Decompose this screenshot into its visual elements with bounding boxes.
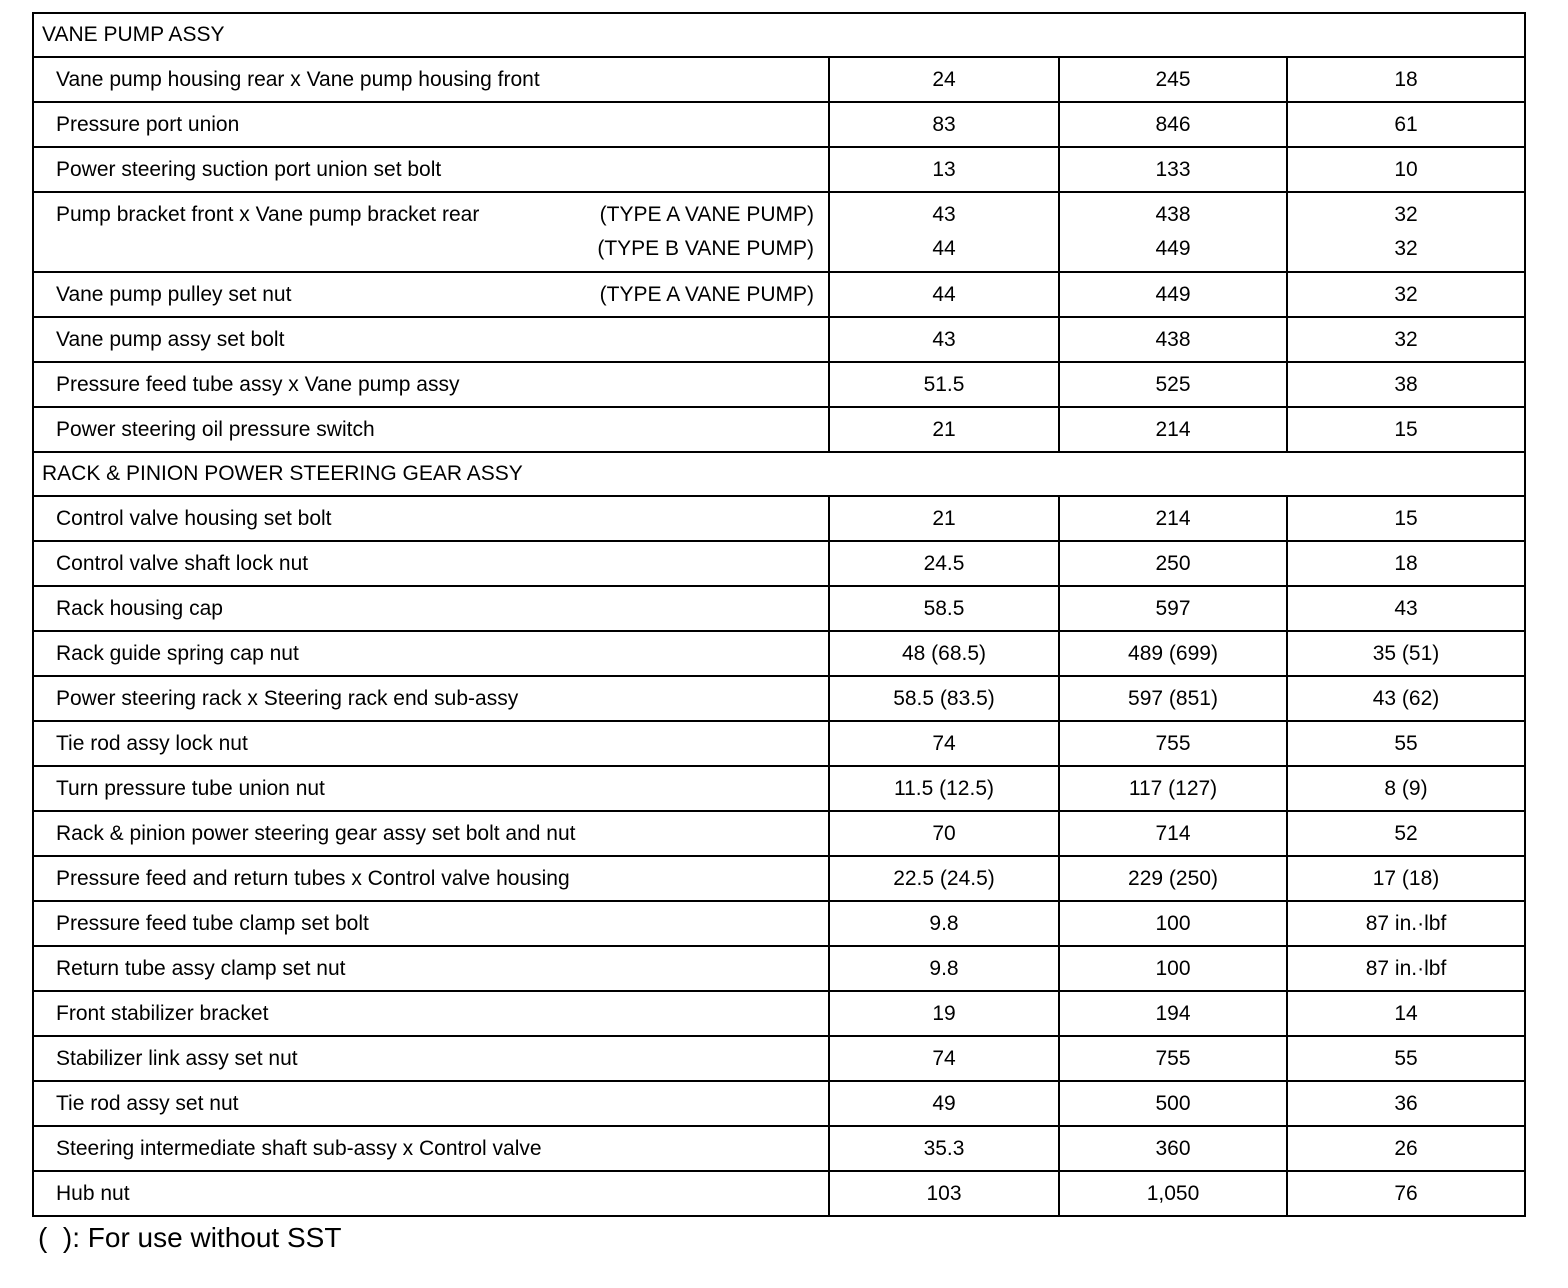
value-nm: 21 [829,407,1059,452]
value-kgfcm: 1,050 [1059,1171,1287,1216]
value-kgfcm: 100 [1059,901,1287,946]
value-ftlbf: 32 [1287,272,1525,317]
section-header-row [33,452,1525,496]
item-name: Power steering rack x Steering rack end sub-assy [33,676,829,721]
item-name: Vane pump housing rear x Vane pump housing front [33,57,829,102]
value-kgfcm: 714 [1059,811,1287,856]
table-row [33,811,1525,856]
value-kgfcm: 755 [1059,721,1287,766]
value-kgfcm: 438 [1155,203,1191,226]
value-nm: 70 [829,811,1059,856]
item-name: Control valve housing set bolt [33,496,829,541]
value-nm: 44 [829,272,1059,317]
value-ftlbf: 35 (51) [1287,631,1525,676]
item-name: Control valve shaft lock nut [33,541,829,586]
value-kgfcm: 100 [1059,946,1287,991]
table-row [33,586,1525,631]
item-name: Rack guide spring cap nut [33,631,829,676]
item-name: Power steering suction port union set bolt [33,147,829,192]
item-name: Steering intermediate shaft sub-assy x Control valve [33,1126,829,1171]
value-ftlbf: 17 (18) [1287,856,1525,901]
item-name: Pump bracket front x Vane pump bracket rear [56,203,480,226]
table-row [33,676,1525,721]
value-nm: 48 (68.5) [829,631,1059,676]
value-nm: 43 [829,317,1059,362]
value-ftlbf: 52 [1287,811,1525,856]
value-nm-cell [829,192,1059,272]
value-nm: 74 [829,721,1059,766]
item-name: Pressure feed tube clamp set bolt [33,901,829,946]
item-note: (TYPE A VANE PUMP) [599,203,814,226]
value-kgfcm: 214 [1059,407,1287,452]
item-name: Vane pump pulley set nut [56,282,292,306]
item-note: (TYPE A VANE PUMP) [599,282,814,306]
table-row [33,102,1525,147]
table-row [33,1126,1525,1171]
table-row [33,1171,1525,1216]
value-ftlbf: 87 in.·lbf [1287,946,1525,991]
value-nm: 21 [829,496,1059,541]
value-nm: 58.5 [829,586,1059,631]
value-nm: 11.5 (12.5) [829,766,1059,811]
value-kgfcm: 755 [1059,1036,1287,1081]
value-kgfcm-cell [1059,192,1287,272]
value-kgfcm: 117 (127) [1059,766,1287,811]
value-ftlbf: 32 [1394,203,1418,226]
value-ftlbf: 14 [1287,991,1525,1036]
table-row [33,496,1525,541]
value-nm: 24.5 [829,541,1059,586]
item-name: Stabilizer link assy set nut [33,1036,829,1081]
value-nm: 43 [932,203,956,226]
value-kgfcm: 449 [1155,237,1191,260]
value-kgfcm: 438 [1059,317,1287,362]
value-kgfcm: 846 [1059,102,1287,147]
value-ftlbf: 43 (62) [1287,676,1525,721]
table-row [33,147,1525,192]
item-name: Return tube assy clamp set nut [33,946,829,991]
table-row [33,272,1525,317]
value-nm: 58.5 (83.5) [829,676,1059,721]
item-name: Vane pump assy set bolt [33,317,829,362]
value-nm: 22.5 (24.5) [829,856,1059,901]
table-row [33,766,1525,811]
value-nm: 74 [829,1036,1059,1081]
footnote: ( ): For use without SST [38,1222,342,1253]
value-nm: 9.8 [829,946,1059,991]
value-kgfcm: 500 [1059,1081,1287,1126]
table-row [33,541,1525,586]
table-row [33,946,1525,991]
value-nm: 49 [829,1081,1059,1126]
value-ftlbf: 15 [1287,407,1525,452]
table-row [33,856,1525,901]
table-row [33,362,1525,407]
table-row [33,631,1525,676]
value-ftlbf: 26 [1287,1126,1525,1171]
value-nm: 51.5 [829,362,1059,407]
item-name: Pressure port union [33,102,829,147]
value-kgfcm: 245 [1059,57,1287,102]
value-ftlbf: 43 [1287,586,1525,631]
item-name: Rack housing cap [33,586,829,631]
value-ftlbf: 18 [1287,541,1525,586]
value-ftlbf: 10 [1287,147,1525,192]
value-kgfcm: 525 [1059,362,1287,407]
item-name: Front stabilizer bracket [33,991,829,1036]
value-ftlbf: 61 [1287,102,1525,147]
item-note: (TYPE B VANE PUMP) [597,237,814,260]
value-nm: 9.8 [829,901,1059,946]
value-kgfcm: 597 (851) [1059,676,1287,721]
value-nm: 19 [829,991,1059,1036]
value-kgfcm: 214 [1059,496,1287,541]
value-nm: 44 [932,237,956,260]
item-name: Tie rod assy set nut [33,1081,829,1126]
section-title: RACK & PINION POWER STEERING GEAR ASSY [33,452,1525,496]
value-nm: 83 [829,102,1059,147]
table-row [33,317,1525,362]
value-kgfcm: 250 [1059,541,1287,586]
item-name: Rack & pinion power steering gear assy set bolt and nut [33,811,829,856]
table-row [33,991,1525,1036]
value-ftlbf: 55 [1287,721,1525,766]
value-kgfcm: 360 [1059,1126,1287,1171]
value-nm: 24 [829,57,1059,102]
value-ftlbf: 8 (9) [1287,766,1525,811]
value-kgfcm: 194 [1059,991,1287,1036]
value-ftlbf-cell [1287,192,1525,272]
value-ftlbf: 87 in.·lbf [1287,901,1525,946]
value-ftlbf: 76 [1287,1171,1525,1216]
torque-specification-table [32,12,1526,1217]
table-row [33,721,1525,766]
section-header-row [33,13,1525,57]
table-row [33,407,1525,452]
table-row [33,1036,1525,1081]
table-row [33,901,1525,946]
item-name: Power steering oil pressure switch [33,407,829,452]
item-name: Tie rod assy lock nut [33,721,829,766]
value-ftlbf: 36 [1287,1081,1525,1126]
value-ftlbf: 15 [1287,496,1525,541]
value-ftlbf: 32 [1394,237,1418,260]
section-title: VANE PUMP ASSY [33,13,1525,57]
item-name: Turn pressure tube union nut [33,766,829,811]
table-row [33,192,1525,272]
value-kgfcm: 133 [1059,147,1287,192]
table-row [33,1081,1525,1126]
item-name: Hub nut [33,1171,829,1216]
value-nm: 35.3 [829,1126,1059,1171]
value-kgfcm: 449 [1059,272,1287,317]
value-kgfcm: 597 [1059,586,1287,631]
item-cell [33,272,829,317]
value-ftlbf: 32 [1287,317,1525,362]
value-kgfcm: 229 (250) [1059,856,1287,901]
item-cell [33,192,829,272]
item-name: Pressure feed and return tubes x Control valve housing [33,856,829,901]
value-ftlbf: 18 [1287,57,1525,102]
value-kgfcm: 489 (699) [1059,631,1287,676]
value-nm: 13 [829,147,1059,192]
value-ftlbf: 55 [1287,1036,1525,1081]
item-name: Pressure feed tube assy x Vane pump assy [33,362,829,407]
table-row [33,57,1525,102]
value-nm: 103 [829,1171,1059,1216]
value-ftlbf: 38 [1287,362,1525,407]
